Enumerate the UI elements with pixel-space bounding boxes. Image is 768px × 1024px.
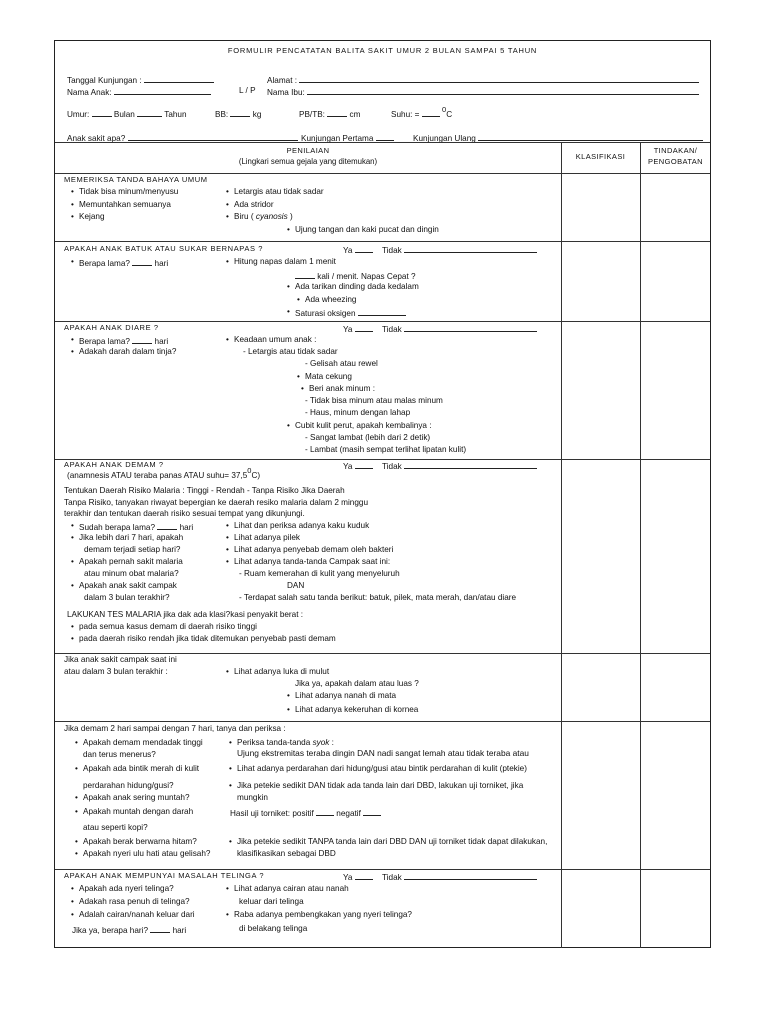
nama-anak-field[interactable]: [67, 86, 211, 97]
degree-mark: 0: [247, 466, 252, 475]
nama-anak-label: Nama Anak:: [67, 88, 112, 97]
tahun-label: Tahun: [164, 110, 187, 119]
alamat-field[interactable]: [267, 74, 699, 85]
telinga-berapa-hari[interactable]: [72, 924, 186, 935]
check-muntah-darah[interactable]: • Apakah muntah dengan darah: [83, 807, 193, 816]
risiko-malaria-2: Tanpa Risiko, tanyakan riwayat bepergian ke daerah resiko malaria dalam 2 minggu: [64, 498, 369, 507]
sakit-malaria-cont: atau minum obat malaria?: [84, 569, 179, 578]
check-kaku-kuduk[interactable]: • Lihat dan periksa adanya kaku kuduk: [234, 521, 369, 530]
bintik-merah-cont: perdarahan hidung/gusi?: [83, 781, 174, 790]
check-malas-minum[interactable]: - Tidak bisa minum atau malas minum: [305, 396, 443, 405]
section-demam-title: APAKAH ANAK DEMAM ?: [64, 460, 164, 469]
tes-malaria-1: • pada semua kasus demam di daerah risiko tinggi: [79, 622, 257, 631]
row-divider: [55, 241, 710, 242]
tanggal-field[interactable]: [67, 74, 214, 85]
cubit-kulit: • Cubit kulit perut, apakah kembalinya :: [295, 421, 432, 430]
col-divider: [640, 142, 641, 948]
syok-text: Periksa tanda-tanda: [237, 738, 313, 747]
tes-malaria: LAKUKAN TES MALARIA jika dak ada klasi?kasi penyakit berat :: [67, 610, 304, 619]
ya-label: Ya: [343, 462, 353, 471]
telinga-ya[interactable]: [343, 871, 373, 882]
umur-field[interactable]: [67, 108, 187, 119]
hari-label: hari: [154, 337, 169, 346]
check-lebih-7-hari[interactable]: • Jika lebih dari 7 hari, apakah: [79, 533, 183, 542]
row-divider: [55, 321, 710, 322]
form-frame: [54, 40, 711, 948]
syok-detail: Ujung ekstremitas teraba dingin DAN nadi sangat lemah atau tidak teraba atau: [237, 748, 529, 758]
check-campak-saat-ini[interactable]: • Lihat adanya tanda-tanda Campak saat ini:: [234, 557, 390, 566]
sakit-campak-cont: dalam 3 bulan terakhir?: [84, 593, 170, 602]
check-tarikan-dinding[interactable]: • Ada tarikan dinding dada kedalam: [295, 282, 419, 291]
napas-cepat-field[interactable]: [295, 270, 416, 281]
saturasi-label: Saturasi oksigen: [295, 309, 356, 318]
col-divider: [561, 142, 562, 948]
dan-label: DAN: [287, 581, 305, 590]
klasifikasi-dbd: klasifikasikan sebagai DBD: [237, 849, 336, 858]
check-cairan-keluar[interactable]: • Adalah cairan/nanah keluar dari: [79, 910, 195, 919]
batuk-tidak[interactable]: [382, 244, 537, 255]
check-sangat-lambat[interactable]: - Sangat lambat (lebih dari 2 detik): [305, 433, 431, 442]
check-nyeri-ulu-hati[interactable]: • Apakah nyeri ulu hati atau gelisah?: [83, 849, 210, 858]
jenis-kelamin[interactable]: L / P: [239, 86, 256, 95]
check-sakit-malaria[interactable]: • Apakah pernah sakit malaria: [79, 557, 183, 566]
tidak-label: Tidak: [382, 462, 402, 471]
col-tindakan: [640, 145, 711, 167]
check-darah-tinja[interactable]: • Adakah darah dalam tinja?: [79, 347, 176, 356]
header-bottom-line: [55, 173, 710, 174]
nama-ibu-label: Nama Ibu:: [267, 88, 305, 97]
telinga-tidak[interactable]: [382, 871, 537, 882]
col-penilaian: [55, 145, 561, 167]
row-divider: [55, 721, 710, 722]
degree-mark: 0: [442, 105, 447, 114]
nama-ibu-field[interactable]: [267, 86, 699, 97]
bb-field[interactable]: [215, 108, 261, 119]
tidak-label: Tidak: [382, 873, 402, 882]
check-haus[interactable]: - Haus, minum dengan lahap: [305, 408, 411, 417]
risiko-malaria: Tentukan Daerah Risiko Malaria : Tinggi - Rendah - Tanpa Risiko Jika Daerah: [64, 486, 345, 495]
torniket-positif: Hasil uji torniket: positif: [230, 809, 314, 818]
check-kekeruhan-kornea[interactable]: • Lihat adanya kekeruhan di kornea: [295, 705, 418, 714]
check-letargis[interactable]: • Letargis atau tidak sadar: [234, 187, 324, 196]
cm-label: cm: [349, 110, 361, 119]
diare-tidak[interactable]: [382, 323, 537, 334]
check-nanah-mata[interactable]: • Lihat adanya nanah di mata: [295, 691, 396, 700]
ruam-kemerahan: - Ruam kemerahan di kulit yang menyeluruh: [239, 569, 400, 578]
batuk-berapa-lama[interactable]: [79, 257, 168, 268]
ya-label: Ya: [343, 325, 353, 334]
table-top-line: [55, 142, 710, 143]
check-petekie-tanpa[interactable]: • Jika petekie sedikit TANPA tanda lain dari DBD DAN uji torniket tidak dapat dilakukan,: [237, 837, 547, 846]
petekie-cont: mungkin: [237, 793, 268, 802]
napas-cepat-label: kali / menit. Napas Cepat ?: [317, 272, 416, 281]
berapa-lama-label: Sudah berapa lama?: [79, 523, 156, 532]
check-demam-mendadak[interactable]: • Apakah demam mendadak tinggi: [83, 738, 203, 747]
tidak-label: Tidak: [382, 325, 402, 334]
section-diare-title: APAKAH ANAK DIARE ?: [64, 323, 159, 332]
hari-label: hari: [172, 926, 187, 935]
check-bintik-merah[interactable]: • Apakah ada bintik merah di kulit: [83, 764, 199, 773]
syok-colon: :: [329, 738, 334, 747]
muntah-darah-cont: atau seperti kopi?: [83, 823, 148, 832]
anamnesis-unit: C): [251, 471, 261, 480]
check-tanda-syok[interactable]: [237, 738, 334, 747]
penilaian-instruction: (Lingkari semua gejala yang ditemukan): [238, 157, 378, 166]
demam-ya[interactable]: [343, 460, 373, 471]
bulan-label: Bulan: [113, 110, 135, 119]
celsius-label: C: [446, 110, 453, 119]
check-biru[interactable]: [234, 212, 293, 221]
check-perdarahan[interactable]: • Lihat adanya perdarahan dari hidung/gusi atau bintik perdarahan di kulit (ptekie): [237, 764, 527, 773]
check-kejang[interactable]: • Kejang: [79, 212, 105, 221]
row-divider: [55, 653, 710, 654]
bb-label: BB:: [215, 110, 229, 119]
berapa-hari-label: Jika ya, berapa hari?: [72, 926, 149, 935]
suhu-field[interactable]: [391, 105, 453, 119]
check-tidak-bisa-minum[interactable]: • Tidak bisa minum/menyusu: [79, 187, 178, 196]
torniket-negatif: negatif: [336, 809, 361, 818]
syok-word: syok: [312, 738, 330, 747]
section-tanda-bahaya-title: MEMERIKSA TANDA BAHAYA UMUM: [64, 175, 208, 184]
campak-prompt: Jika anak sakit campak saat ini: [64, 655, 177, 664]
check-nyeri-telinga[interactable]: • Apakah ada nyeri telinga?: [79, 884, 174, 893]
check-berak-hitam[interactable]: • Apakah berak berwarna hitam?: [83, 837, 197, 846]
tes-malaria-2: • pada daerah risiko rendah jika tidak ditemukan penyebab pasti demam: [79, 634, 336, 643]
batuk-ya[interactable]: [343, 244, 373, 255]
umur-label: Umur:: [67, 110, 90, 119]
suhu-label: Suhu: =: [391, 110, 420, 119]
check-sering-muntah[interactable]: • Apakah anak sering muntah?: [83, 793, 190, 802]
demam-mendadak-cont: dan terus menerus?: [83, 750, 156, 759]
campak-prompt-2: atau dalam 3 bulan terakhir :: [64, 667, 168, 676]
pembengkakan-cont: di belakang telinga: [239, 924, 308, 933]
lebih-7-hari-cont: demam terjadi setiap hari?: [84, 545, 181, 554]
row-divider: [55, 869, 710, 870]
pengobatan-heading: PENGOBATAN: [648, 157, 703, 166]
check-stridor[interactable]: • Ada stridor: [234, 200, 274, 209]
biru-text: Biru (: [234, 212, 254, 221]
check-luka-mulut[interactable]: • Lihat adanya luka di mulut: [234, 667, 329, 676]
check-rasa-penuh[interactable]: • Adakah rasa penuh di telinga?: [79, 897, 190, 906]
keadaan-umum: • Keadaan umum anak :: [234, 335, 316, 344]
alamat-label: Alamat :: [267, 76, 298, 85]
check-lambat[interactable]: - Lambat (masih sempat terlihat lipatan kulit): [305, 445, 467, 454]
check-gelisah[interactable]: - Gelisah atau rewel: [305, 359, 378, 368]
beri-minum: • Beri anak minum :: [309, 384, 375, 393]
diare-ya[interactable]: [343, 323, 373, 334]
kg-label: kg: [252, 110, 262, 119]
demam-berapa-lama[interactable]: [79, 521, 193, 532]
check-petekie-sedikit[interactable]: • Jika petekie sedikit DAN tidak ada tanda lain dari DBD, lakukan uji torniket, jika: [237, 781, 523, 790]
dbd-title: Jika demam 2 hari sampai dengan 7 hari, tanya dan periksa :: [64, 724, 286, 733]
saturasi-field[interactable]: [295, 307, 406, 318]
check-letargis-diare[interactable]: - Letargis atau tidak sadar: [243, 347, 338, 356]
diare-berapa-lama[interactable]: [79, 335, 168, 346]
uji-torniket-field[interactable]: [230, 807, 381, 818]
check-mata-cekung[interactable]: • Mata cekung: [305, 372, 352, 381]
anak-sakit-label: Anak sakit apa?: [67, 134, 126, 143]
check-wheezing[interactable]: • Ada wheezing: [305, 295, 356, 304]
penilaian-heading: PENILAIAN: [286, 146, 330, 155]
berapa-lama-label: Berapa lama?: [79, 259, 130, 268]
anamnesis-text: (anamnesis ATAU teraba panas ATAU suhu= 37,5: [67, 471, 248, 480]
check-cairan-nanah[interactable]: • Lihat adanya cairan atau nanah: [234, 884, 349, 893]
ya-label: Ya: [343, 246, 353, 255]
tidak-label: Tidak: [382, 246, 402, 255]
pbtb-field[interactable]: [299, 108, 360, 119]
hitung-napas[interactable]: • Hitung napas dalam 1 menit: [234, 257, 336, 266]
tindakan-heading: TINDAKAN/: [653, 146, 698, 155]
tanggal-label: Tanggal Kunjungan :: [67, 76, 142, 85]
biru-close: ): [289, 212, 293, 221]
hari-label: hari: [154, 259, 169, 268]
check-bakteri[interactable]: • Lihat adanya penyebab demam oleh bakteri: [234, 545, 393, 554]
demam-tidak[interactable]: [382, 460, 537, 471]
hari-label: hari: [179, 523, 194, 532]
check-sakit-campak[interactable]: • Apakah anak sakit campak: [79, 581, 177, 590]
check-memuntahkan[interactable]: • Memuntahkan semuanya: [79, 200, 171, 209]
luka-dalam-luas[interactable]: Jika ya, apakah dalam atau luas ?: [295, 679, 419, 688]
col-klasifikasi: KLASIFIKASI: [575, 152, 626, 161]
pbtb-label: PB/TB:: [299, 110, 325, 119]
tanda-campak-lain: - Terdapat salah satu tanda berikut: batuk, pilek, mata merah, dan/atau diare: [239, 593, 517, 602]
check-pilek[interactable]: • Lihat adanya pilek: [234, 533, 300, 542]
form-title: FORMULIR PENCATATAN BALITA SAKIT UMUR 2 BULAN SAMPAI 5 TAHUN: [227, 46, 538, 55]
ya-label: Ya: [343, 873, 353, 882]
berapa-lama-label: Berapa lama?: [79, 337, 130, 346]
section-batuk-title: APAKAH ANAK BATUK ATAU SUKAR BERNAPAS ?: [64, 244, 264, 253]
check-pembengkakan[interactable]: • Raba adanya pembengkakan yang nyeri telinga?: [234, 910, 412, 919]
section-telinga-title: APAKAH ANAK MEMPUNYAI MASALAH TELINGA ?: [64, 871, 265, 880]
check-ujung-tangan[interactable]: • Ujung tangan dan kaki pucat dan dingin: [295, 225, 439, 234]
cairan-nanah-cont: keluar dari telinga: [239, 897, 304, 906]
kunjungan-ulang-label: Kunjungan Ulang: [413, 134, 476, 143]
demam-anamnesis: [67, 466, 261, 480]
risiko-malaria-3: terakhir dan tentukan daerah risiko sesuai tempat yang dikunjungi.: [64, 509, 305, 518]
kunjungan-pertama-label: Kunjungan Pertama: [301, 134, 374, 143]
cyanosis-text: cyanosis: [255, 212, 288, 221]
